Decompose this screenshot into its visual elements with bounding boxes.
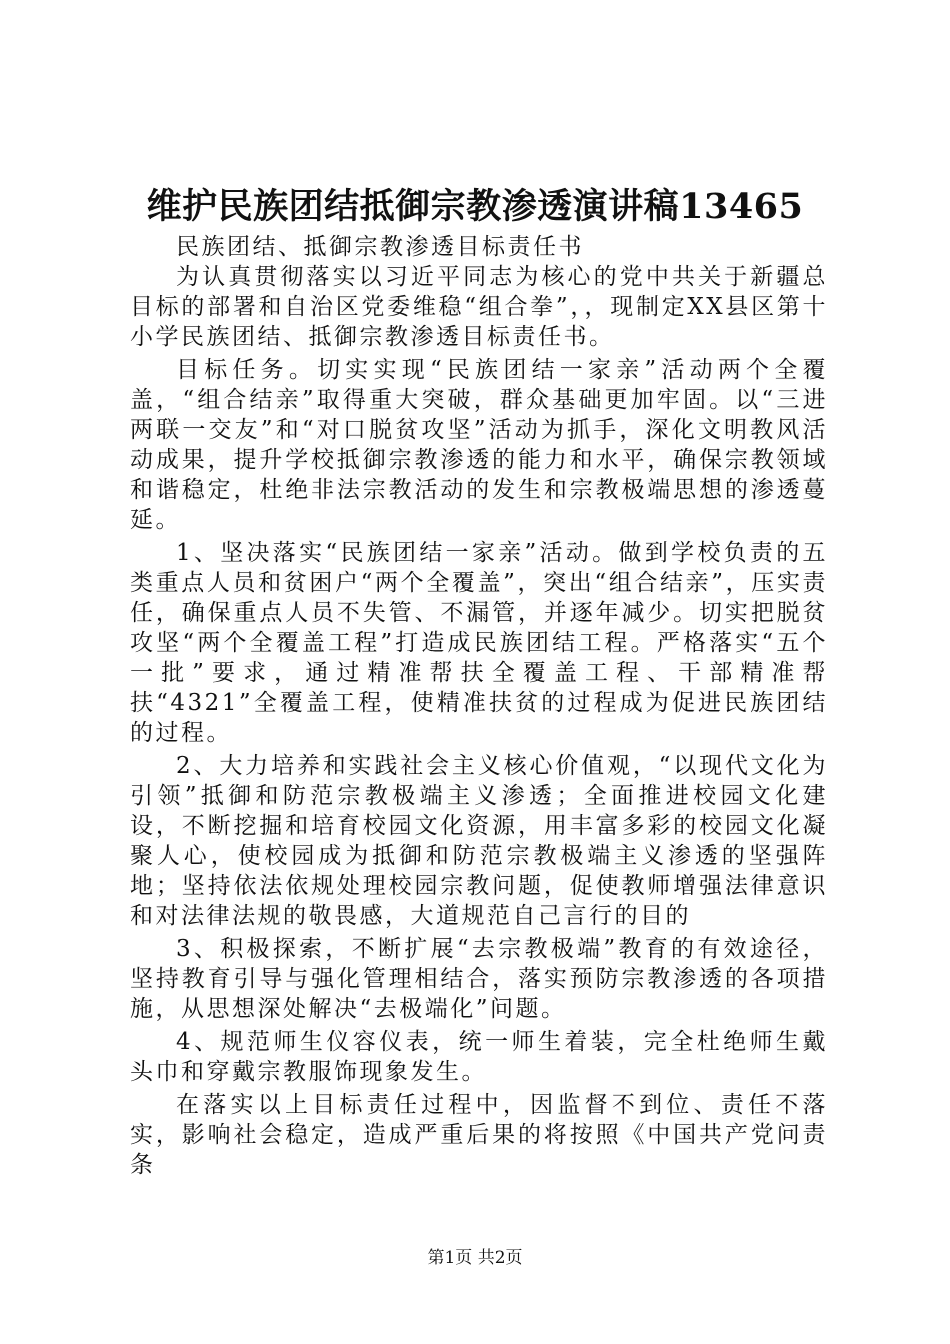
paragraph-item-1: 1、坚决落实“民族团结一家亲”活动。做到学校负责的五类重点人员和贫困户“两个全覆盖”，突出“组合结亲”，压实责任，确保重点人员不失管、不漏管，并逐年减少。切实把脱贫攻坚“两个全覆盖工程”打造成民族团结工程。严格落实“五个一批”要求，通过精准帮扶全覆盖工程、干部精准帮扶“4321”全覆盖工程，使精准扶贫的过程成为促进民族团结的过程。 [130, 540, 828, 746]
document-body [130, 232, 828, 1183]
paragraph-goals: 目标任务。切实实现“民族团结一家亲”活动两个全覆盖，“组合结亲”取得重大突破，群众基础更加牢固。以“三进两联一交友”和“对口脱贫攻坚”活动为抓手，深化文明教风活动成果，提升学校抵御宗教渗透的能力和水平，确保宗教领域和谐稳定，杜绝非法宗教活动的发生和宗教极端思想的渗透蔓延。 [130, 357, 828, 533]
document-subtitle: 民族团结、抵御宗教渗透目标责任书 [176, 234, 584, 260]
paragraph-intro: 为认真贯彻落实以习近平同志为核心的党中共关于新疆总目标的部署和自治区党委维稳“组合拳”，，现制定XX县区第十小学民族团结、抵御宗教渗透目标责任书。 [130, 264, 828, 350]
document-title: 维护民族团结抵御宗教渗透演讲稿13465 [146, 186, 804, 227]
paragraph-accountability: 在落实以上目标责任过程中，因监督不到位、责任不落实，影响社会稳定，造成严重后果的将按照《中国共产党问责条 [130, 1092, 828, 1178]
paragraph-item-2: 2、大力培养和实践社会主义核心价值观，“以现代文化为引领”抵御和防范宗教极端主义渗透；全面推进校园文化建设，不断挖掘和培育校园文化资源，用丰富多彩的校园文化凝聚人心，使校园成为抵御和防范宗教极端主义渗透的坚强阵地；坚持依法依规处理校园宗教问题，促使教师增强法律意识和对法律法规的敬畏感，大道规范自己言行的目的 [130, 753, 828, 929]
paragraph-item-4: 4、规范师生仪容仪表，统一师生着装，完全杜绝师生戴头巾和穿戴宗教服饰现象发生。 [130, 1029, 828, 1085]
page-number-footer: 第1页 共2页 [427, 1248, 523, 1268]
paragraph-item-3: 3、积极探索，不断扩展“去宗教极端”教育的有效途径，坚持教育引导与强化管理相结合，落实预防宗教渗透的各项措施，从思想深处解决“去极端化”问题。 [130, 936, 828, 1022]
